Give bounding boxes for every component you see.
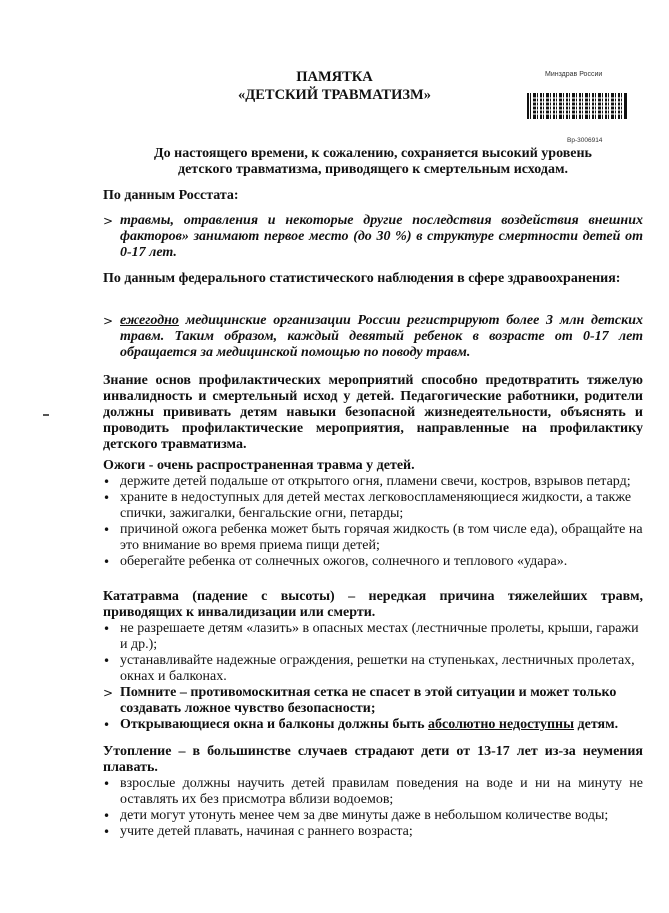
arrow-marker: > [103, 314, 114, 328]
drowning-item: дети могут утонуть менее чем за две минуты даже в небольшом количестве воды; [120, 808, 609, 823]
arrow-marker: > [103, 686, 114, 700]
burns-heading: Ожоги - очень распространенная травма у детей. [103, 458, 415, 473]
rosstat-heading: По данным Росстата: [103, 188, 239, 203]
burns-item: оберегайте ребенка от солнечных ожогов, солнечного и теплового «удара». [120, 554, 568, 569]
intro-line-1: До настоящего времени, к сожалению, сохраняется высокий уровень [154, 146, 592, 161]
burns-section [103, 458, 643, 570]
burns-item: храните в недоступных для детей местах легковоспламеняющиеся жидкости, а также спички, зажигалки, бенгальские огни, петарды; [120, 490, 632, 521]
title-line-1: ПАМЯТКА [296, 69, 373, 85]
fed-item [103, 313, 643, 361]
drowning-item: взрослые должны научить детей правилам поведения на воде и ни на минуту не оставлять их без присмотра вблизи водоемов; [120, 776, 643, 807]
drowning-item: учите детей плавать, начиная с раннего возраста; [120, 824, 413, 839]
bullet-marker: • [103, 523, 111, 537]
falls-warning-2-start: Открывающиеся окна и балконы должны быть [120, 717, 429, 732]
burns-item: держите детей подальше от открытого огня, пламени свечи, костров, взрывов петард; [120, 474, 631, 489]
drowning-heading: Утопление – в большинстве случаев страдают дети от 13-17 лет из-за неумения плавать. [103, 744, 643, 775]
barcode-image [527, 93, 628, 119]
fed-text: медицинские организации России регистрируют более 3 млн детских травм. Таким образом, каждый девятый ребенок в возрасте от 0-17 лет обращается за медицинской помощью по поводу травм. [120, 313, 643, 360]
knowledge-paragraph: Знание основ профилактических мероприятий способно предотвратить тяжелую инвалидность и смертельный исход у детей. Педагогические работники, родители должны прививать детям навыки безопасной жизнедеятельности, объяснять и проводить профилактические мероприятия, направленные на профилактику детского травматизма. [103, 373, 643, 452]
rosstat-item [103, 213, 643, 261]
bullet-marker: • [103, 622, 111, 636]
intro-paragraph [103, 146, 643, 178]
bullet-marker: • [103, 475, 111, 489]
title-line-2: «ДЕТСКИЙ ТРАВМАТИЗМ» [238, 87, 431, 103]
falls-warning-1: Помните – противомоскитная сетка не спасет в этой ситуации и может только создавать ложное чувство безопасности; [120, 685, 617, 716]
bullet-marker: • [103, 777, 111, 791]
bullet-marker: • [103, 825, 111, 839]
rosstat-text: травмы, отравления и некоторые другие последствия воздействия внешних факторов» занимают первое место (до 30 %) в структуре смертности детей от 0-17 лет. [120, 213, 643, 260]
intro-line-2: детского травматизма, приводящего к смертельным исходам. [178, 162, 568, 177]
fed-heading: По данным федерального статистического наблюдения в сфере здравоохранения: [103, 271, 621, 286]
arrow-marker: > [103, 214, 114, 228]
fed-lead: ежегодно [120, 313, 179, 328]
falls-item: устанавливайте надежные ограждения, решетки на ступеньках, лестничных пролетах, окнах и балконах. [120, 653, 635, 684]
ministry-label: Минздрав России [545, 71, 603, 78]
bullet-marker: • [103, 654, 111, 668]
falls-section [103, 589, 643, 733]
falls-warning-2-end: детям. [574, 717, 619, 732]
drowning-section [103, 744, 643, 840]
falls-item: не разрешаете детям «лазить» в опасных местах (лестничные пролеты, крыши, гаражи и др.); [120, 621, 639, 652]
burns-item: причиной ожога ребенка может быть горячая жидкость (в том числе еда), обращайте на это внимание во время приема пищи детей; [120, 522, 643, 553]
bullet-marker: • [103, 718, 111, 732]
falls-warning-2-emphasis: абсолютно недоступны [428, 717, 575, 732]
bullet-marker: • [103, 555, 111, 569]
bullet-marker: • [103, 491, 111, 505]
falls-heading: Кататравма (падение с высоты) – нередкая причина тяжелейших травм, приводящих к инвалидизации или смерти. [103, 589, 643, 620]
document-number: Вр-3006914 [567, 137, 603, 144]
bullet-marker: • [103, 809, 111, 823]
margin-mark [43, 414, 49, 416]
